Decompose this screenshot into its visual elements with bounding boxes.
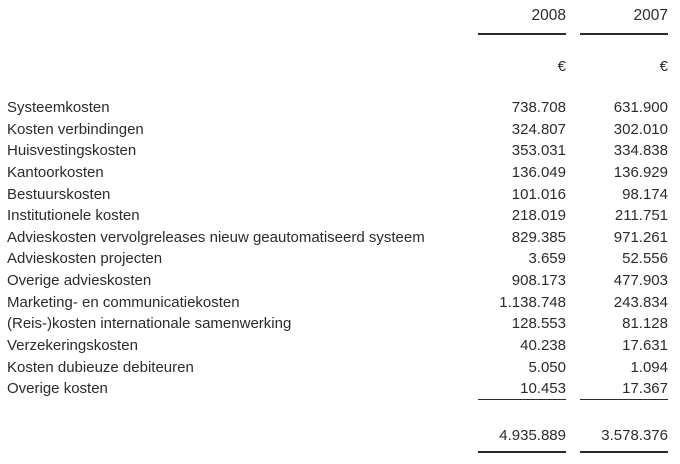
- euro-symbol-2007: €: [659, 58, 668, 75]
- row-value-2007: 81.128: [622, 315, 668, 333]
- total-bottom-rule-2007: [580, 451, 668, 453]
- currency-row: [0, 57, 680, 77]
- row-value-2008: 218.019: [511, 207, 566, 225]
- column-header-2008: 2008: [531, 7, 566, 24]
- row-label: Kosten verbindingen: [7, 120, 144, 138]
- row-value-2008: 353.031: [511, 142, 566, 160]
- row-value-2007: 631.900: [613, 99, 668, 116]
- row-label: Marketing- en communicatiekosten: [7, 293, 240, 311]
- row-value-2007: 334.838: [613, 142, 668, 160]
- row-value-2007: 477.903: [613, 272, 668, 290]
- table-row: [0, 292, 680, 314]
- total-value-2007: 3.578.376: [601, 427, 668, 444]
- row-value-2007: 1.094: [630, 358, 668, 376]
- header-underline-2008: [478, 33, 566, 35]
- row-label: Advieskosten vervolgreleases nieuw geautomatiseerd systeem: [7, 228, 425, 246]
- table-row: [0, 378, 680, 400]
- year-header-row: [0, 6, 680, 26]
- row-label: Huisvestingskosten: [7, 142, 137, 160]
- table-row: [0, 162, 680, 184]
- row-label: Overige advieskosten: [7, 272, 152, 290]
- row-value-2007: 17.367: [622, 380, 668, 398]
- row-value-2007: 243.834: [613, 293, 668, 311]
- total-top-rule-2008: [478, 399, 566, 401]
- header-underline-2007: [580, 33, 668, 35]
- row-value-2008: 101.016: [511, 185, 566, 203]
- row-label: Overige kosten: [7, 380, 108, 398]
- table-row: [0, 119, 680, 141]
- row-label: Kantoorkosten: [7, 163, 104, 181]
- row-value-2008: 136.049: [511, 163, 566, 181]
- table-row: [0, 227, 680, 249]
- row-label: Bestuurskosten: [7, 185, 111, 203]
- row-value-2007: 971.261: [613, 228, 668, 246]
- total-bottom-rule-2008: [478, 451, 566, 453]
- table-row: [0, 184, 680, 206]
- row-value-2008: 128.553: [511, 315, 566, 333]
- total-value-2008: 4.935.889: [499, 427, 566, 444]
- row-value-2008: 40.238: [520, 337, 566, 355]
- table-row: [0, 357, 680, 379]
- table-row: [0, 140, 680, 162]
- row-value-2008: 829.385: [511, 228, 566, 246]
- row-value-2007: 302.010: [613, 120, 668, 138]
- row-value-2007: 52.556: [622, 250, 668, 268]
- column-header-2007: 2007: [633, 7, 668, 24]
- row-value-2007: 136.929: [613, 163, 668, 181]
- row-label: Institutionele kosten: [7, 207, 140, 225]
- row-value-2008: 324.807: [511, 120, 566, 138]
- table-row: [0, 97, 680, 119]
- row-value-2008: 10.453: [520, 380, 566, 398]
- row-value-2007: 98.174: [622, 185, 668, 203]
- row-value-2007: 17.631: [622, 337, 668, 355]
- table-row: [0, 248, 680, 270]
- row-value-2008: 738.708: [511, 99, 566, 116]
- row-value-2008: 5.050: [528, 358, 566, 376]
- table-row: [0, 270, 680, 292]
- table-row: [0, 313, 680, 335]
- row-label: (Reis-)kosten internationale samenwerking: [7, 315, 292, 333]
- table-row: [0, 205, 680, 227]
- euro-symbol-2008: €: [557, 58, 566, 75]
- table-row: [0, 335, 680, 357]
- row-value-2008: 1.138.748: [499, 293, 566, 311]
- row-value-2007: 211.751: [614, 207, 668, 225]
- row-value-2008: 3.659: [528, 250, 566, 268]
- row-label: Verzekeringskosten: [7, 337, 138, 355]
- row-value-2008: 908.173: [511, 272, 566, 290]
- row-label: Advieskosten projecten: [7, 250, 163, 268]
- row-label: Systeemkosten: [7, 99, 110, 116]
- total-row: [0, 425, 680, 447]
- table-rows: [0, 97, 680, 400]
- row-label: Kosten dubieuze debiteuren: [7, 358, 194, 376]
- total-top-rule-2007: [580, 399, 668, 401]
